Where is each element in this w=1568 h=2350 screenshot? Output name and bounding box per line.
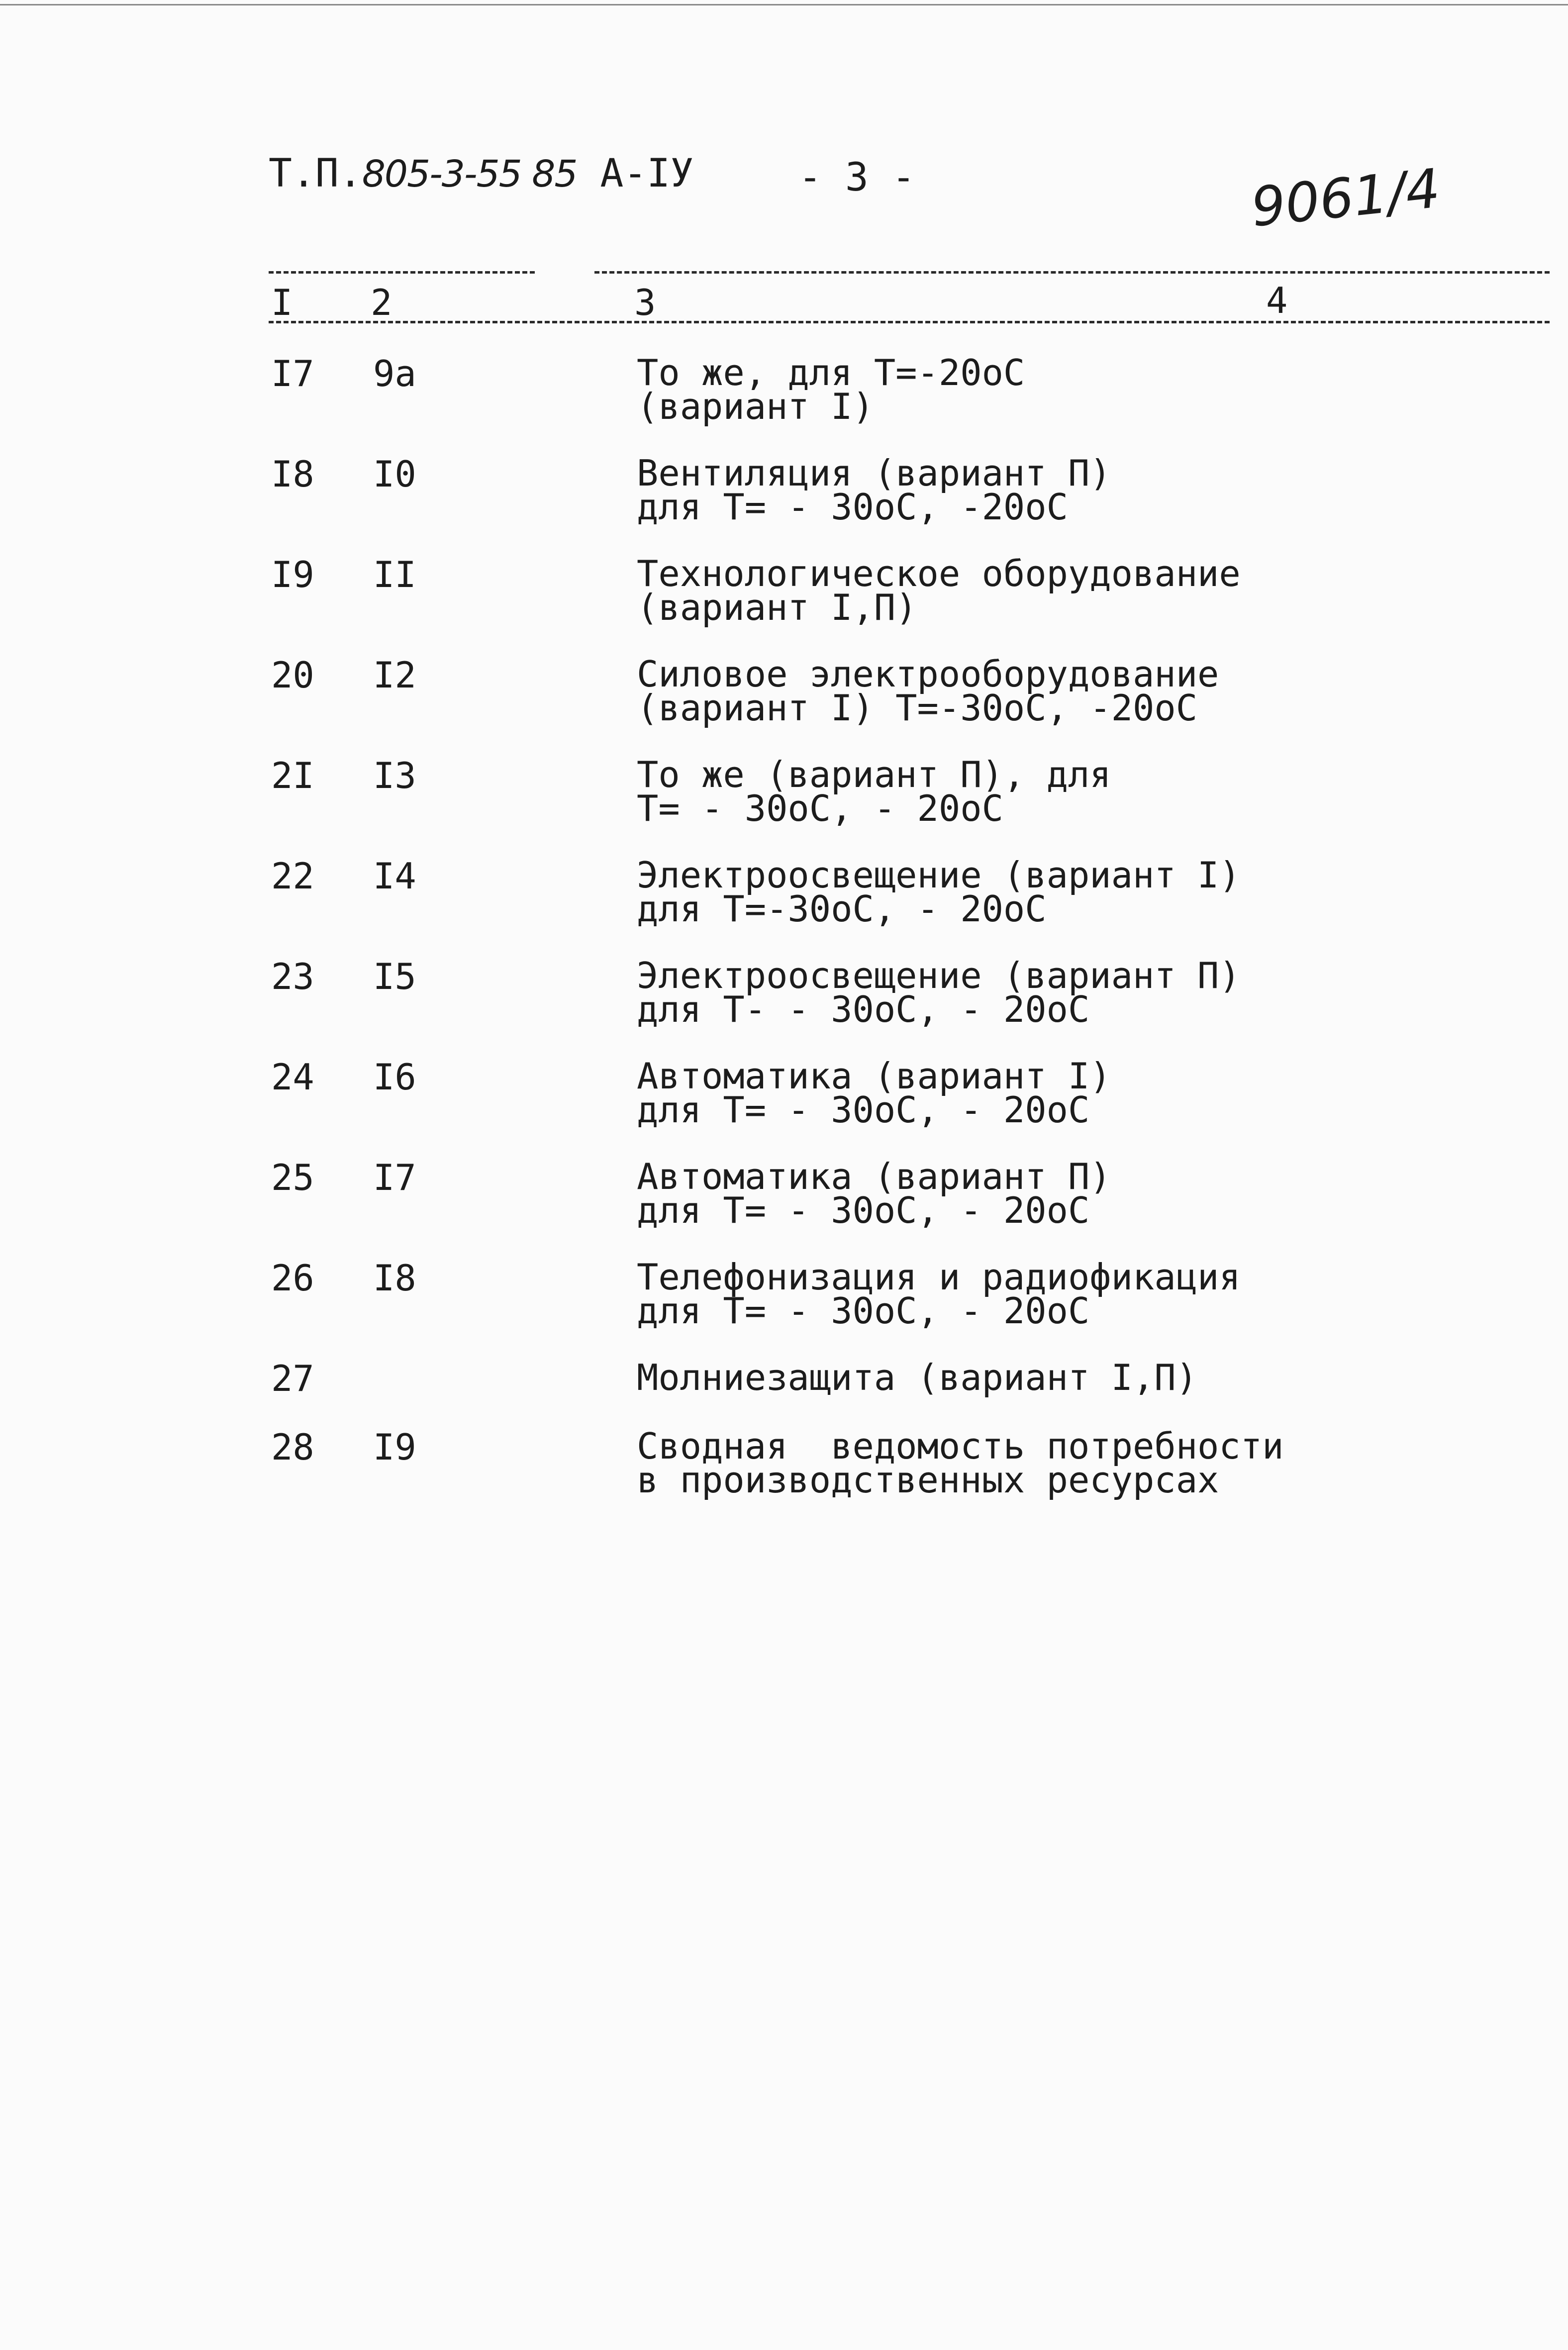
cell-number: I9 — [271, 554, 314, 595]
cell-number: 26 — [271, 1257, 314, 1299]
column-header-3: 3 — [634, 282, 656, 323]
cell-sheet: I0 — [373, 453, 416, 495]
header-rule-bottom — [269, 321, 1550, 323]
cell-sheet: I8 — [373, 1257, 416, 1299]
handwritten-inventory-number: 9061/4 — [1248, 157, 1443, 239]
cell-description: Силовое электрооборудование (вариант I) Т=-30оС, -20оС — [637, 653, 1219, 729]
cell-description: То же, для Т=-20оС (вариант I) — [637, 352, 1025, 427]
cell-sheet: I9 — [373, 1426, 416, 1468]
cell-sheet: I3 — [373, 755, 416, 796]
column-header-4: 4 — [1266, 280, 1288, 321]
doc-prefix: Т.П. — [269, 151, 362, 196]
cell-description: То же (вариант П), для Т= - 30оС, - 20оС — [637, 754, 1111, 829]
cell-sheet: I4 — [373, 855, 416, 897]
cell-number: 23 — [271, 956, 314, 997]
cell-description: Электроосвещение (вариант I) для Т=-30оС, - 20оС — [637, 854, 1241, 930]
album-code: А-IУ — [600, 151, 694, 196]
document-header — [269, 151, 694, 196]
project-code: 805-3-55 85 — [362, 153, 577, 196]
cell-number: 22 — [271, 855, 314, 897]
cell-sheet: I6 — [373, 1056, 416, 1098]
cell-description: Телефонизация и радиофикация для Т= - 30оС, - 20оС — [637, 1256, 1241, 1332]
cell-description: Электроосвещение (вариант П) для Т- - 30оС, - 20оС — [637, 955, 1241, 1030]
cell-description: Молниезащита (вариант I,П) — [637, 1357, 1198, 1398]
cell-number: 27 — [271, 1358, 314, 1399]
page-number: - 3 - — [798, 155, 915, 200]
cell-description: Вентиляция (вариант П) для Т= - 30оС, -20оС — [637, 452, 1111, 528]
cell-number: I8 — [271, 453, 314, 495]
cell-number: 28 — [271, 1426, 314, 1468]
page-top-border — [0, 4, 1568, 5]
cell-description: Технологическое оборудование (вариант I,П) — [637, 553, 1241, 628]
cell-number: 24 — [271, 1056, 314, 1098]
cell-number: 2I — [271, 755, 314, 796]
cell-sheet: II — [373, 554, 416, 595]
column-header-1: I — [271, 282, 293, 323]
cell-description: Сводная ведомость потребности в производственных ресурсах — [637, 1425, 1284, 1501]
cell-sheet: I7 — [373, 1157, 416, 1198]
cell-number: I7 — [271, 353, 314, 394]
cell-number: 25 — [271, 1157, 314, 1198]
column-header-2: 2 — [371, 282, 392, 323]
cell-sheet: I5 — [373, 956, 416, 997]
cell-number: 20 — [271, 654, 314, 696]
header-rule-top-right — [594, 271, 1550, 274]
cell-description: Автоматика (вариант I) для Т= - 30оС, - 20оС — [637, 1055, 1111, 1131]
cell-sheet: 9а — [373, 353, 416, 394]
cell-description: Автоматика (вариант П) для Т= - 30оС, - 20оС — [637, 1156, 1111, 1231]
cell-sheet: I2 — [373, 654, 416, 696]
header-rule-top-left — [269, 271, 535, 274]
